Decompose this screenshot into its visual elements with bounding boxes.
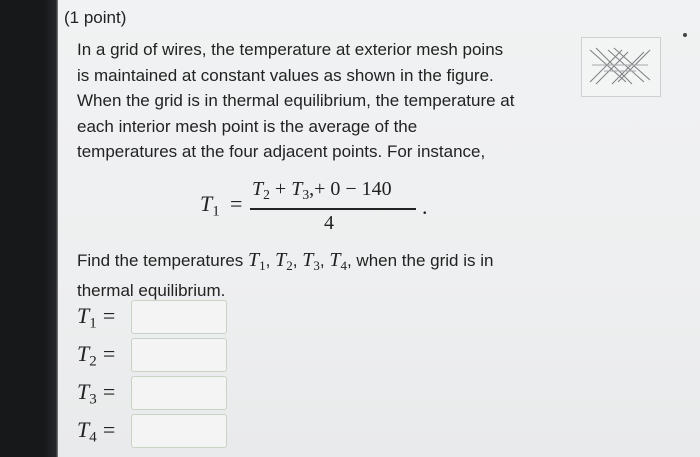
- broken-image-icon: [582, 38, 659, 95]
- fraction-bar: [250, 208, 416, 210]
- formula-numerator: $T_2 + T_3,+ 0 - 140$: [252, 178, 392, 203]
- problem-statement: [77, 37, 557, 165]
- dot-mark: [683, 33, 687, 37]
- formula-equals: =: [230, 191, 243, 216]
- answer-label-t3: $T_3$ =: [77, 379, 116, 408]
- formula-lhs: $T_1$: [200, 191, 220, 220]
- answer-label-t4: $T_4$ =: [77, 417, 116, 446]
- formula-period: .: [422, 194, 428, 219]
- answer-label-t1: $T_1$ =: [77, 303, 116, 332]
- problem-line: When the grid is in thermal equilibrium, the temperature at: [77, 91, 515, 110]
- problem-line: each interior mesh point is the average of the: [77, 116, 418, 136]
- answer-input-t3[interactable]: [131, 376, 227, 410]
- problem-line: temperatures at the four adjacent points. For instance,: [77, 142, 486, 161]
- answer-input-t2[interactable]: [131, 338, 227, 372]
- problem-line: In a grid of wires, the temperature at exterior mesh poins: [77, 40, 504, 59]
- points-label: (1 point): [64, 8, 127, 27]
- answer-input-t1[interactable]: [131, 300, 227, 334]
- instruction-line-1: Find the temperatures $T_1$, $T_2$, $T_3$, $T_4$, when the grid is in: [77, 249, 494, 273]
- example-formula: [200, 178, 440, 238]
- instruction-line-2: thermal equilibrium.: [77, 280, 226, 300]
- answer-label-t2: $T_2$ =: [77, 341, 116, 370]
- problem-line: is maintained at constant values as shown in the figure.: [77, 65, 494, 85]
- answer-input-t4[interactable]: [131, 414, 227, 448]
- instruction-text: [77, 248, 557, 303]
- figure-thumbnail[interactable]: [581, 37, 661, 97]
- formula-denominator: 4: [324, 212, 334, 234]
